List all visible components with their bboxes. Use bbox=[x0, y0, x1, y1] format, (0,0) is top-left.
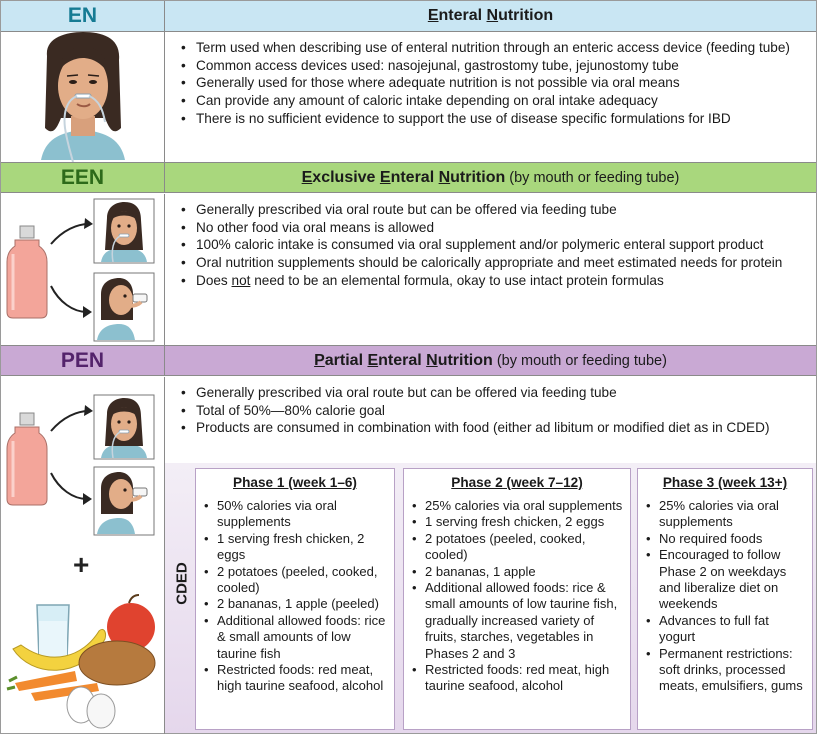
bullet-item: • 2 bananas, 1 apple bbox=[410, 564, 626, 580]
een-illustration bbox=[1, 194, 165, 345]
plus-sign: + bbox=[73, 549, 90, 580]
bullet-item: • Products are consumed in combination with food (either ad libitum or modified diet as in CDED) bbox=[179, 420, 806, 436]
title-segment: N bbox=[486, 7, 499, 24]
phase-2-title: Phase 2 (week 7–12) bbox=[451, 475, 583, 490]
een-header-band bbox=[1, 162, 816, 193]
title-segment: P bbox=[314, 352, 325, 369]
en-section bbox=[1, 32, 816, 162]
bullet-item: • Generally prescribed via oral route but can be offered via feeding tube bbox=[179, 202, 806, 218]
phase-2-card bbox=[403, 468, 631, 730]
phase-1-title: Phase 1 (week 1–6) bbox=[233, 475, 357, 490]
cded-label bbox=[171, 501, 193, 671]
pen-abbreviation: PEN bbox=[1, 346, 165, 376]
bullet-item: • Does not need to be an elemental formula, okay to use intact protein formulas bbox=[179, 273, 806, 289]
phase-3-card bbox=[637, 468, 813, 730]
phase-1-bullet-list bbox=[196, 490, 394, 695]
bullet-item: • 25% calories via oral supplements bbox=[410, 498, 626, 514]
een-section bbox=[1, 194, 816, 345]
title-segment: E bbox=[427, 7, 439, 24]
pen-subtitle: (by mouth or feeding tube) bbox=[492, 353, 667, 369]
title-segment: utrition bbox=[450, 169, 506, 186]
bullet-item: • Total of 50%—80% calorie goal bbox=[179, 403, 806, 419]
title-segment: E bbox=[379, 169, 391, 186]
bullet-item: • No required foods bbox=[644, 531, 808, 547]
bullet-item: • There is no sufficient evidence to support the use of disease specific formulations for IBD bbox=[179, 111, 806, 127]
title-segment: nteral bbox=[390, 169, 439, 186]
title-segment: nteral bbox=[438, 7, 487, 24]
en-details bbox=[165, 32, 816, 162]
phase-2-bullet-list bbox=[404, 490, 630, 695]
bullet-item: • 25% calories via oral supplements bbox=[644, 498, 808, 531]
bullet-item: • 2 potatoes (peeled, cooked, cooled) bbox=[410, 531, 626, 564]
bullet-item: • Additional allowed foods: rice & small amounts of low taurine fish bbox=[202, 613, 390, 662]
bullet-item: • 2 bananas, 1 apple (peeled) bbox=[202, 596, 390, 612]
bullet-item: • Can provide any amount of caloric intake depending on oral intake adequacy bbox=[179, 93, 806, 109]
bullet-item: • Advances to full fat yogurt bbox=[644, 613, 808, 646]
bullet-item: • Generally used for those where adequate nutrition is not possible via oral means bbox=[179, 75, 806, 91]
phase-1-card bbox=[195, 468, 395, 730]
een-title-text bbox=[302, 169, 506, 186]
title-segment: nteral bbox=[378, 352, 427, 369]
een-title bbox=[165, 163, 816, 193]
title-segment: N bbox=[438, 169, 451, 186]
pen-bullet-list bbox=[165, 377, 816, 437]
bullet-item: • 50% calories via oral supplements bbox=[202, 498, 390, 531]
title-segment: utrition bbox=[437, 352, 493, 369]
title-segment: xclusive bbox=[312, 169, 380, 186]
bullet-item: • Restricted foods: red meat, high taurine seafood, alcohol bbox=[202, 662, 390, 695]
en-illustration bbox=[1, 32, 165, 162]
en-bullet-list bbox=[165, 32, 816, 127]
bullet-item: • Generally prescribed via oral route but can be offered via feeding tube bbox=[179, 385, 806, 401]
pen-title bbox=[165, 346, 816, 376]
bullet-item: • Permanent restrictions: soft drinks, processed meats, emulsifiers, gums bbox=[644, 646, 808, 695]
bullet-item: • 1 serving fresh chicken, 2 eggs bbox=[202, 531, 390, 564]
title-segment: E bbox=[367, 352, 379, 369]
een-subtitle: (by mouth or feeding tube) bbox=[505, 170, 680, 186]
cded-label-text: CDED bbox=[173, 562, 191, 605]
bullet-item: • 100% caloric intake is consumed via oral supplement and/or polymeric enteral support product bbox=[179, 237, 806, 253]
een-details bbox=[165, 194, 816, 345]
bullet-item: • 2 potatoes (peeled, cooked, cooled) bbox=[202, 564, 390, 597]
bullet-item: • Additional allowed foods: rice & small amounts of low taurine fish, gradually increased variety of fruits, starches, vegetables in Phases 2 and 3 bbox=[410, 580, 626, 662]
supplement-bottle-and-patients-illustration bbox=[1, 194, 164, 345]
bullet-item: • Term used when describing use of enteral nutrition through an enteric access device (feeding tube) bbox=[179, 40, 806, 56]
bullet-item: • Common access devices used: nasojejunal, gastrostomy tube, jejunostomy tube bbox=[179, 58, 806, 74]
een-bullet-list bbox=[165, 194, 816, 289]
en-abbreviation: EN bbox=[1, 1, 165, 31]
en-title bbox=[165, 1, 816, 31]
bullet-item: • Restricted foods: red meat, high taurine seafood, alcohol bbox=[410, 662, 626, 695]
phase-3-bullet-list bbox=[638, 490, 812, 695]
bullet-item: • Oral nutrition supplements should be calorically appropriate and meet estimated needs for protein bbox=[179, 255, 806, 271]
title-segment: artial bbox=[324, 352, 368, 369]
een-abbreviation: EEN bbox=[1, 163, 165, 193]
emphasis-not: not bbox=[231, 272, 251, 288]
bullet-item: • No other food via oral means is allowed bbox=[179, 220, 806, 236]
title-segment: N bbox=[426, 352, 438, 369]
pen-header-band bbox=[1, 345, 816, 376]
title-segment: E bbox=[301, 169, 313, 186]
phase-3-title: Phase 3 (week 13+) bbox=[662, 475, 788, 490]
title-segment: utrition bbox=[498, 7, 554, 24]
bullet-item: • Encouraged to follow Phase 2 on weekdays and liberalize diet on weekends bbox=[644, 547, 808, 613]
en-header-band bbox=[1, 1, 816, 32]
patient-nasogastric-tube-illustration bbox=[1, 32, 164, 162]
bullet-item: • 1 serving fresh chicken, 2 eggs bbox=[410, 514, 626, 530]
en-title-text bbox=[428, 7, 553, 24]
pen-title-text bbox=[314, 352, 493, 369]
